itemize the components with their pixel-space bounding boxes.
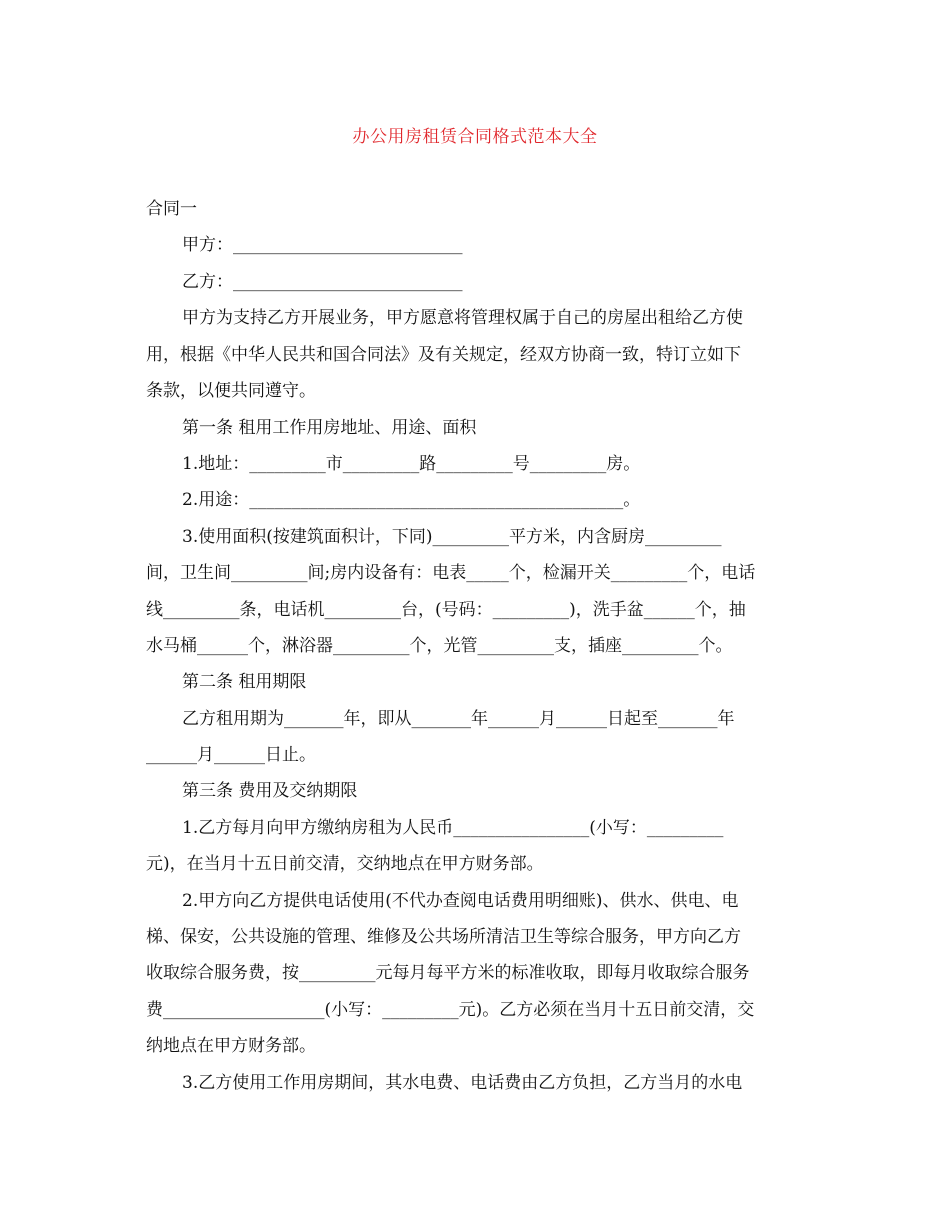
party-a-line: 甲方：___________________________	[182, 235, 463, 255]
paragraph-line: 用，根据《中华人民共和国合同法》及有关规定，经双方协商一致，特订立如下	[146, 345, 741, 365]
section-heading: 合同一	[146, 199, 197, 219]
paragraph-line: 甲方为支持乙方开展业务，甲方愿意将管理权属于自己的房屋出租给乙方使	[182, 308, 743, 328]
paragraph-line: 乙方租用期为_______年，即从_______年______月______日起至_______年	[182, 709, 735, 729]
paragraph-line: 1.乙方每月向甲方缴纳房租为人民币________________(小写：_________	[182, 818, 724, 838]
paragraph-line: 1.地址：_________市_________路_________号_________房。	[182, 454, 641, 474]
paragraph-line: 元)，在当月十五日前交清，交纳地点在甲方财务部。	[146, 854, 544, 874]
paragraph-line: 收取综合服务费，按_________元每月每平方米的标准收取，即每月收取综合服务	[146, 963, 750, 983]
paragraph-line: ______月______日止。	[146, 745, 316, 765]
paragraph-line: 费___________________(小写：_________元)。乙方必须在当月十五日前交清，交	[146, 1000, 755, 1020]
paragraph-line: 间，卫生间_________间;房内设备有：电表_____个，检漏开关_________个，电话	[146, 563, 756, 583]
document-title: 办公用房租赁合同格式范本大全	[352, 127, 598, 147]
article-heading: 第三条 费用及交纳期限	[182, 781, 358, 801]
paragraph-line: 纳地点在甲方财务部。	[146, 1036, 316, 1056]
paragraph-line: 水马桶______个，淋浴器_________个，光管_________支，插座_________个。	[146, 636, 733, 656]
party-b-line: 乙方：___________________________	[182, 272, 463, 292]
paragraph-line: 梯、保安，公共设施的管理、维修及公共场所清洁卫生等综合服务，甲方向乙方	[146, 927, 741, 947]
article-heading: 第一条 租用工作用房地址、用途、面积	[182, 418, 477, 438]
paragraph-line: 3.乙方使用工作用房期间，其水电费、电话费由乙方负担，乙方当月的水电	[182, 1073, 743, 1093]
paragraph-line: 2.甲方向乙方提供电话使用(不代办查阅电话费用明细账)、供水、供电、电	[182, 891, 739, 911]
paragraph-line: 条款，以便共同遵守。	[146, 381, 316, 401]
paragraph-line: 2.用途：____________________________________________。	[182, 490, 641, 510]
paragraph-line: 线_________条，电话机_________台，(号码：_________)，洗手盆______个，抽	[146, 600, 746, 620]
article-heading: 第二条 租用期限	[182, 672, 307, 692]
paragraph-line: 3.使用面积(按建筑面积计，下同)_________平方米，内含厨房_________	[182, 527, 722, 547]
